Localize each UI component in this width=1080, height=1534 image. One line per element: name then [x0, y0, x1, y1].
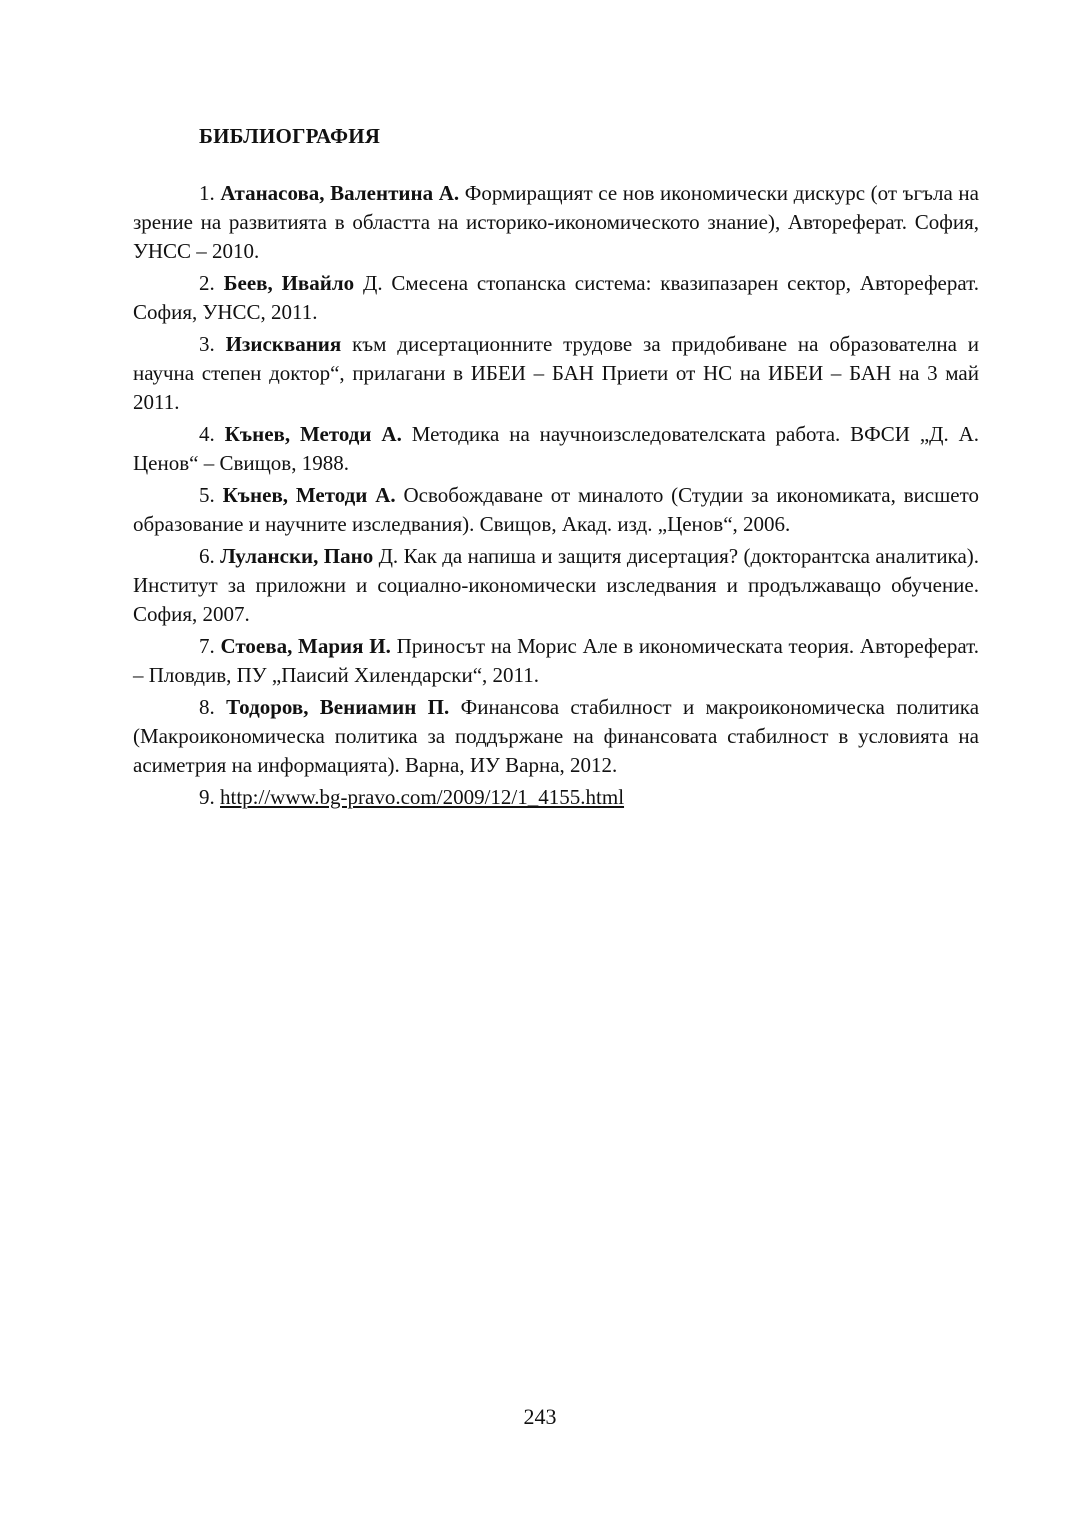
- bibliography-link[interactable]: http://www.bg-pravo.com/2009/12/1_4155.html: [220, 785, 625, 809]
- entry-text: Методика на научноизследователската работа. ВФСИ „Д. А. Ценов“ – Свищов, 1988.: [133, 422, 980, 475]
- entry-number: 3.: [199, 332, 215, 356]
- entry-author: Атанасова, Валентина А.: [220, 181, 460, 205]
- entry-author: Изисквания: [225, 332, 342, 356]
- bibliography-entry-9: [133, 783, 979, 812]
- bibliography-entry-8: [133, 693, 979, 780]
- bibliography-entry-5: [133, 481, 979, 539]
- bibliography-entry-4: [133, 420, 979, 478]
- entry-number: 1.: [199, 181, 215, 205]
- entry-number: 8.: [199, 695, 215, 719]
- entry-text: Формиращият се нов икономически дискурс (от ъгъла на зрение на развитията в областта на историко-икономическото знание), Автореферат. София, УНСС – 2010.: [133, 181, 979, 263]
- entry-number: 5.: [199, 483, 215, 507]
- entry-author: Кънев, Методи А.: [224, 422, 402, 446]
- entry-author: Кънев, Методи А.: [222, 483, 396, 507]
- entry-text: към дисертационните трудове за придобиване на образователна и научна степен доктор“, прилагани в ИБЕИ – БАН Приети от НС на ИБЕИ – БАН на 3 май 2011.: [133, 332, 979, 414]
- entry-number: 9.: [199, 785, 215, 809]
- entry-number: 4.: [199, 422, 215, 446]
- bibliography-entry-3: [133, 330, 979, 417]
- entry-number: 7.: [199, 634, 215, 658]
- bibliography-entry-6: [133, 542, 979, 629]
- entry-number: 2.: [199, 271, 215, 295]
- entry-text: Освобождаване от миналото (Студии за икономиката, висшето образование и научните изследвания). Свищов, Акад. изд. „Ценов“, 2006.: [133, 483, 980, 536]
- entry-author: Лулански, Пано: [220, 544, 374, 568]
- entry-text: Д. Смесена стопанска система: квазипазарен сектор, Автореферат. София, УНСС, 2011.: [133, 271, 980, 324]
- bibliography-heading: БИБЛИОГРАФИЯ: [199, 124, 381, 148]
- entry-text: Д. Как да напиша и защитя дисертация? (докторантска аналитика). Институт за приложни и социално-икономически изследвания и продължаващо обучение. София, 2007.: [133, 544, 980, 626]
- entry-text: Приносът на Морис Але в икономическата теория. Автореферат. – Пловдив, ПУ „Паисий Хилендарски“, 2011.: [133, 634, 979, 687]
- entry-author: Стоева, Мария И.: [220, 634, 391, 658]
- bibliography-entry-1: [133, 179, 979, 266]
- entry-text: Финансова стабилност и макроикономическа политика (Макроикономическа политика за поддържане на финансовата стабилност в условията на асиметрия на информацията). Варна, ИУ Варна, 2012.: [133, 695, 980, 777]
- bibliography-entry-7: [133, 632, 979, 690]
- entry-number: 6.: [199, 544, 215, 568]
- entry-author: Беев, Ивайло: [223, 271, 355, 295]
- page-number: 243: [523, 1404, 557, 1429]
- bibliography-page: [133, 108, 979, 815]
- bibliography-entry-2: [133, 269, 979, 327]
- entry-author: Тодоров, Вениамин П.: [226, 695, 450, 719]
